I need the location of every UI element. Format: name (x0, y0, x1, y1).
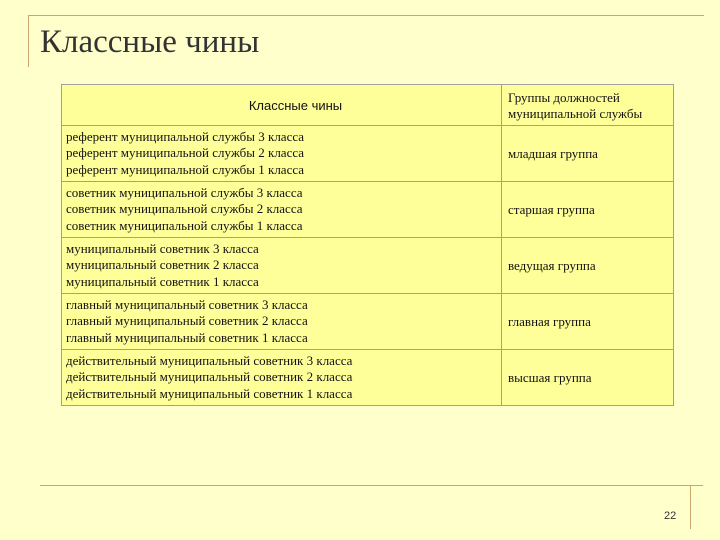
group-cell: младшая группа (502, 126, 674, 182)
ranks-cell (62, 350, 502, 406)
header-groups-line-1: Группы должностей (508, 90, 620, 105)
decorative-bottom-line (40, 485, 703, 486)
slide-title: Классные чины (40, 24, 260, 60)
decorative-right-line (690, 485, 691, 529)
table-row (62, 350, 674, 406)
decorative-left-line (28, 15, 29, 67)
rank-line: советник муниципальной службы 2 класса (66, 201, 303, 217)
table-row (62, 126, 674, 182)
group-cell: высшая группа (502, 350, 674, 406)
table-row (62, 294, 674, 350)
rank-line: главный муниципальный советник 2 класса (66, 313, 308, 329)
ranks-cell (62, 294, 502, 350)
rank-line: муниципальный советник 3 класса (66, 240, 259, 256)
rank-line: главный муниципальный советник 3 класса (66, 296, 308, 312)
group-cell: главная группа (502, 294, 674, 350)
ranks-cell (62, 126, 502, 182)
rank-line: муниципальный советник 1 класса (66, 273, 259, 289)
rank-line: муниципальный советник 2 класса (66, 257, 259, 273)
rank-line: действительный муниципальный советник 1 класса (66, 385, 353, 401)
rank-line: действительный муниципальный советник 2 класса (66, 369, 353, 385)
group-cell: старшая группа (502, 182, 674, 238)
header-class-ranks: Классные чины (62, 85, 502, 126)
table-row (62, 238, 674, 294)
rank-line: референт муниципальной службы 1 класса (66, 161, 305, 177)
rank-line: действительный муниципальный советник 3 класса (66, 352, 353, 368)
ranks-cell (62, 182, 502, 238)
table-header-row (62, 85, 674, 126)
ranks-cell (62, 238, 502, 294)
header-groups-line-2: муниципальной службы (508, 106, 643, 121)
table-row (62, 182, 674, 238)
page-number: 22 (664, 510, 677, 522)
rank-line: главный муниципальный советник 1 класса (66, 329, 308, 345)
rank-line: советник муниципальной службы 1 класса (66, 217, 303, 233)
rank-line: референт муниципальной службы 2 класса (66, 145, 305, 161)
rank-line: референт муниципальной службы 3 класса (66, 128, 305, 144)
rank-line: советник муниципальной службы 3 класса (66, 184, 303, 200)
decorative-top-line (28, 15, 704, 16)
header-position-groups (502, 85, 674, 126)
ranks-table (61, 84, 674, 406)
group-cell: ведущая группа (502, 238, 674, 294)
